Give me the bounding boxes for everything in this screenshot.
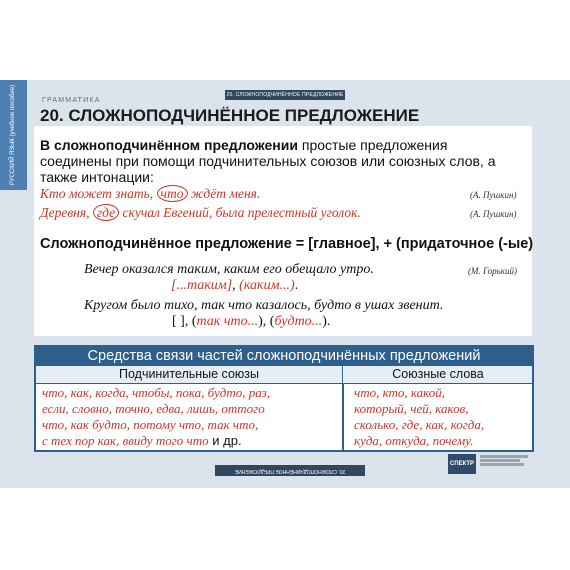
- column-header-conjunctive-words: Союзные слова: [344, 366, 532, 384]
- section-kicker: ГРАММАТИКА: [42, 97, 101, 104]
- example-1-author: (А. Пушкин): [470, 190, 517, 200]
- bottom-strip-label: 20. СЛОЖНОПОДЧИНЁННОЕ ПРЕДЛОЖЕНИЕ: [215, 465, 365, 476]
- connectives-table: [34, 345, 534, 452]
- example-sentence-2: Деревня, где скучал Евгений, была прелестный уголок.: [40, 205, 361, 220]
- intro-rest: простые предложения соединены при помощи подчинительных союзов или союзных слов, а также интонации:: [40, 137, 496, 185]
- conjunctions-list: [42, 385, 270, 449]
- list-item: что, кто, какой,: [354, 385, 445, 400]
- page-title: 20. СЛОЖНОПОДЧИНЁННОЕ ПРЕДЛОЖЕНИЕ: [40, 106, 420, 125]
- marked-conjunction: что: [157, 185, 188, 202]
- list-item: если, словно, точно, едва, лишь, оттого: [42, 401, 265, 416]
- list-item: куда, откуда, почему.: [354, 433, 474, 448]
- intro-term: В сложноподчинённом предложении: [40, 137, 298, 153]
- scheme-1: [...таким], (каким...).: [171, 278, 299, 293]
- quote-1-author: (М. Горький): [468, 266, 517, 276]
- list-item: с тех пор как, ввиду того что и др.: [42, 433, 242, 448]
- publisher-fineprint: [480, 454, 532, 467]
- top-strip-label: 20. СЛОЖНОПОДЧИНЁННОЕ ПРЕДЛОЖЕНИЕ: [226, 92, 344, 98]
- formula-line: Сложноподчинённое предложение = [главное], + (придаточное (-ые): [40, 236, 534, 252]
- table-title: Средства связи частей сложноподчинённых предложений: [36, 347, 532, 366]
- list-item: который, чей, каков,: [354, 401, 469, 416]
- example-sentence-1: Кто может знать, что ждёт меня.: [40, 186, 261, 201]
- publisher-logo: СПЕКТР: [448, 454, 476, 474]
- column-divider: [342, 383, 344, 450]
- scheme-2: [ ], (так что...), (будто...).: [172, 314, 331, 329]
- list-item: сколько, где, как, когда,: [354, 417, 485, 432]
- list-item: что, как, когда, чтобы, пока, будто, раз,: [42, 385, 271, 400]
- marked-conjunctive-word: где: [93, 204, 119, 221]
- list-item: что, как будто, потому что, так что,: [42, 417, 259, 432]
- conjunctive-words-list: [354, 385, 484, 449]
- example-2-author: (А. Пушкин): [470, 209, 517, 219]
- quote-1: Вечер оказался таким, каким его обещало утро.: [84, 262, 374, 277]
- intro-paragraph: [40, 137, 520, 185]
- sidebar-subject-label: РУССКИЙ ЯЗЫК (учебное пособие): [10, 84, 16, 186]
- column-header-conjunctions: Подчинительные союзы: [36, 366, 343, 384]
- quote-2: Кругом было тихо, так что казалось, будто в ушах звенит.: [84, 298, 444, 313]
